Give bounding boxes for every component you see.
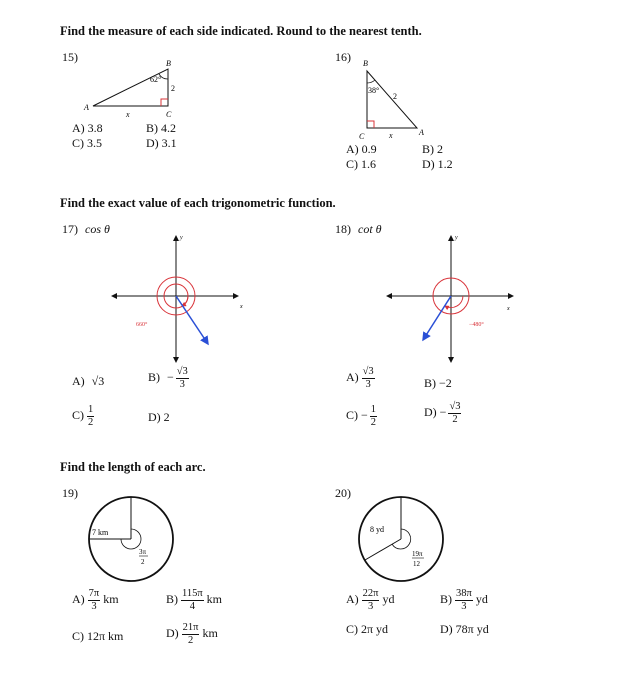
question-18-number (335, 222, 382, 237)
trig-function: cos θ (85, 222, 110, 236)
choice-letter: C) (72, 407, 84, 422)
choice-16-a[interactable]: A) 0.9 (346, 142, 377, 156)
choice-letter: C) (346, 407, 358, 422)
choice-16-d[interactable]: D) 1.2 (422, 157, 453, 171)
choice-18-c[interactable] (346, 404, 377, 428)
choice-letter: B) (440, 591, 452, 606)
choice-17-c[interactable] (72, 404, 94, 428)
vertex-label-b: B (363, 59, 368, 68)
arc-diagram-19 (84, 492, 179, 587)
angle-diagram-18 (385, 230, 520, 365)
question-number: 18) (335, 222, 351, 236)
fraction-denominator: 3 (367, 600, 374, 612)
angle-diagram-17 (110, 230, 245, 365)
section-header-trig: Find the exact value of each trigonometric function. (60, 196, 336, 210)
angle-numerator: 19π (412, 550, 423, 558)
angle-label: −480° (469, 322, 484, 328)
axis-label-y: y (180, 235, 183, 241)
choice-20-a[interactable] (346, 588, 394, 612)
vertex-label-c: C (166, 110, 172, 119)
unknown-side-label: x (126, 110, 130, 119)
choice-15-b[interactable]: B) 4.2 (146, 121, 176, 135)
fraction-denominator: 2 (452, 413, 458, 425)
fraction-numerator: 7π (88, 588, 100, 599)
fraction-numerator: √3 (362, 366, 374, 377)
fraction-denominator: 2 (370, 416, 377, 428)
axis-label-y: y (455, 235, 458, 241)
unit: yd (475, 591, 488, 606)
choice-18-b[interactable]: B) −2 (424, 376, 452, 390)
choice-letter: B) (166, 591, 178, 606)
radius-label: 7 km (92, 528, 109, 537)
section-header-sides: Find the measure of each side indicated. Round to the nearest tenth. (60, 24, 422, 38)
angle-denominator: 2 (141, 558, 145, 566)
choice-letter: A) (72, 374, 85, 388)
side-length-label: 2 (393, 92, 397, 101)
triangle-diagram-15 (78, 55, 188, 121)
choice-15-c[interactable]: C) 3.5 (72, 136, 102, 150)
angle-denominator: 12 (413, 560, 420, 568)
choice-20-c[interactable]: C) 2π yd (346, 622, 389, 636)
question-20-number: 20) (335, 486, 351, 500)
radius-label: 8 yd (370, 525, 384, 534)
choice-17-d[interactable]: D) 2 (148, 410, 170, 424)
unit: km (103, 591, 119, 606)
choice-letter: B) (148, 369, 160, 384)
angle-numerator: 3π (139, 548, 147, 556)
minus-sign: − (361, 407, 368, 422)
choice-letter: A) (72, 591, 85, 606)
fraction-denominator: 3 (365, 378, 371, 390)
choice-17-a[interactable] (72, 374, 104, 389)
angle-label: 38° (368, 86, 380, 95)
choice-19-a[interactable] (72, 588, 119, 612)
choice-16-b[interactable]: B) 2 (422, 142, 443, 156)
fraction-numerator: 1 (88, 404, 94, 415)
fraction-denominator: 3 (179, 378, 185, 390)
fraction-numerator: 38π (456, 588, 472, 599)
fraction-numerator: √3 (449, 401, 461, 412)
choice-20-b[interactable] (440, 588, 488, 612)
choice-15-d[interactable]: D) 3.1 (146, 136, 177, 150)
choice-18-a[interactable] (346, 366, 375, 390)
vertex-label-c: C (359, 132, 365, 141)
choice-letter: D) (166, 625, 179, 640)
vertex-label-a: A (84, 103, 89, 112)
question-19-number: 19) (62, 486, 78, 500)
fraction-denominator: 2 (88, 416, 94, 428)
unit: km (206, 591, 223, 606)
question-15-number: 15) (62, 50, 78, 64)
fraction-denominator: 3 (461, 600, 467, 612)
choice-15-a[interactable]: A) 3.8 (72, 121, 103, 135)
unit: yd (382, 591, 395, 606)
vertex-label-a: A (419, 128, 424, 137)
choice-19-b[interactable] (166, 588, 222, 612)
fraction-denominator: 2 (187, 634, 194, 646)
minus-sign: − (167, 369, 174, 384)
triangle-diagram-16 (355, 55, 435, 145)
choice-19-d[interactable] (166, 622, 218, 646)
trig-function: cot θ (358, 222, 382, 236)
fraction-numerator: 1 (370, 404, 377, 415)
axis-label-x: x (507, 306, 510, 312)
arc-diagram-20 (354, 492, 449, 587)
question-16-number: 16) (335, 50, 351, 64)
angle-label: 62° (150, 75, 162, 84)
unit: km (202, 625, 218, 640)
fraction-numerator: √3 (176, 366, 188, 377)
fraction-denominator: 3 (91, 600, 97, 612)
choice-letter: A) (346, 369, 359, 384)
choice-16-c[interactable]: C) 1.6 (346, 157, 376, 171)
choice-19-c[interactable]: C) 12π km (72, 629, 124, 643)
angle-label: 660° (136, 322, 148, 328)
choice-letter: A) (346, 591, 359, 606)
fraction-numerator: 21π (182, 622, 199, 633)
side-length-label: 2 (171, 84, 175, 93)
question-number: 17) (62, 222, 78, 236)
fraction-numerator: 115π (182, 588, 203, 599)
choice-18-d[interactable] (424, 401, 461, 425)
section-header-arcs: Find the length of each arc. (60, 460, 206, 474)
choice-letter: D) (424, 404, 437, 419)
vertex-label-b: B (166, 59, 171, 68)
axis-label-x: x (240, 304, 243, 310)
unknown-side-label: x (389, 131, 393, 140)
choice-17-b[interactable] (148, 366, 189, 390)
question-17-number (62, 222, 110, 237)
fraction-denominator: 4 (189, 600, 195, 612)
choice-value: √3 (91, 374, 105, 388)
fraction-numerator: 22π (362, 588, 379, 599)
choice-20-d[interactable]: D) 78π yd (440, 622, 489, 636)
minus-sign: − (439, 404, 447, 419)
